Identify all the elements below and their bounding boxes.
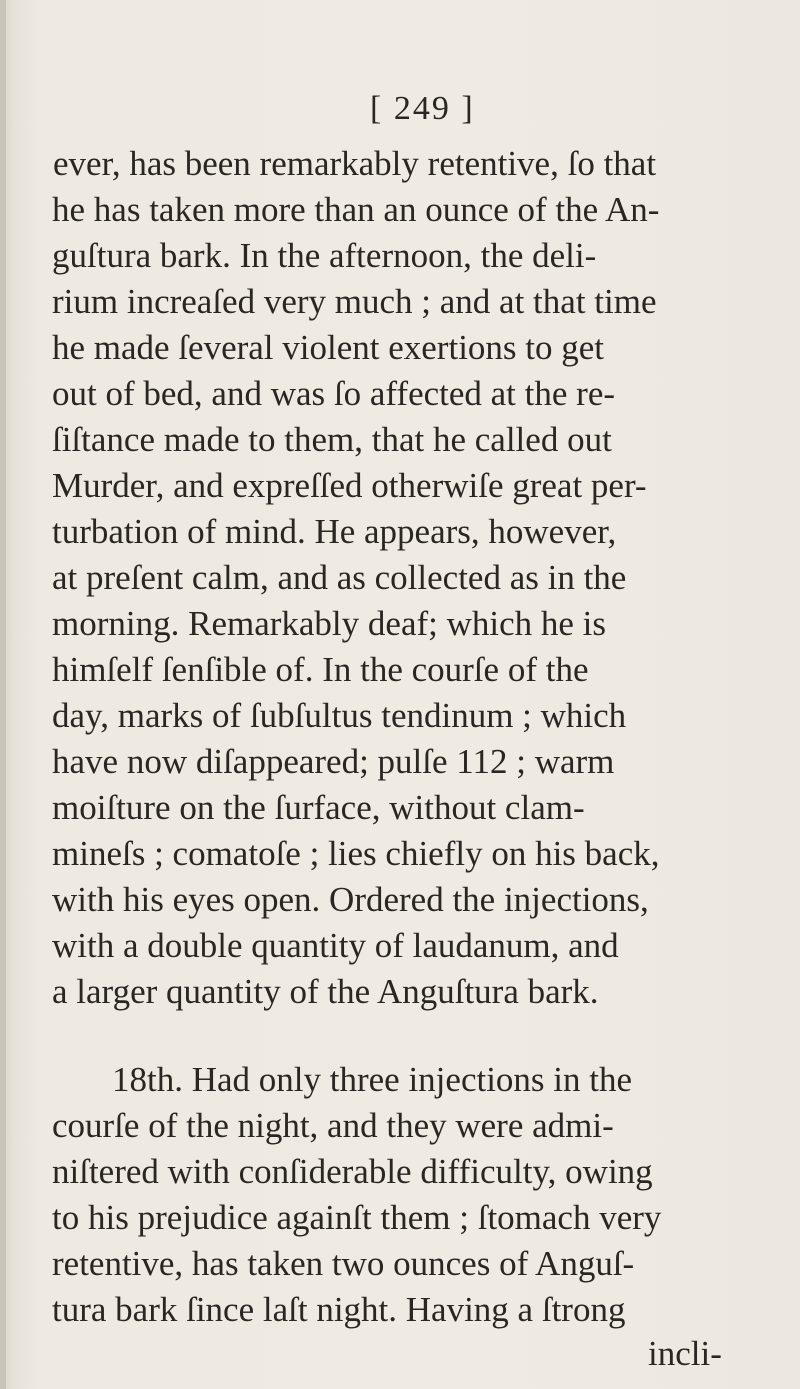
text-line: with his eyes open. Ordered the injections,: [52, 880, 649, 919]
text-line: ever, has been remarkably retentive, ſo that: [53, 144, 657, 183]
page-gutter-shadow: [0, 0, 6, 1389]
text-line: guſtura bark. In the afternoon, the deli-: [52, 236, 597, 275]
text-line: a larger quantity of the Anguſtura bark.: [52, 972, 599, 1011]
page-number: [ 249 ]: [370, 90, 475, 127]
text-line: Murder, and expreſſed otherwiſe great per-: [52, 466, 647, 505]
text-line: retentive, has taken two ounces of Anguſ-: [52, 1244, 635, 1283]
text-line: himſelf ſenſible of. In the courſe of the: [52, 650, 589, 689]
text-line: morning. Remarkably deaf; which he is: [52, 604, 607, 643]
text-line: courſe of the night, and they were admi-: [52, 1106, 614, 1145]
text-line: out of bed, and was ſo affected at the re-: [52, 374, 616, 413]
text-line: mineſs ; comatoſe ; lies chiefly on his back,: [52, 834, 660, 873]
text-line: with a double quantity of laudanum, and: [52, 926, 619, 965]
text-line: he made ſeveral violent exertions to get: [52, 328, 605, 367]
text-line: have now diſappeared; pulſe 112 ; warm: [52, 742, 615, 781]
text-line: day, marks of ſubſultus tendinum ; which: [52, 696, 627, 735]
text-line: niſtered with conſiderable difficulty, owing: [52, 1152, 653, 1191]
text-line: ſiſtance made to them, that he called out: [52, 420, 612, 459]
text-line: moiſture on the ſurface, without clam-: [52, 788, 585, 827]
text-line: turbation of mind. He appears, however,: [52, 512, 617, 551]
text-line: tura bark ſince laſt night. Having a ſtrong: [52, 1290, 626, 1329]
text-line: rium increaſed very much ; and at that time: [52, 282, 657, 321]
text-line: 18th. Had only three injections in the: [112, 1060, 633, 1099]
text-line: he has taken more than an ounce of the An-: [52, 190, 660, 229]
text-line: to his prejudice againſt them ; ſtomach very: [52, 1198, 662, 1237]
text-line: at preſent calm, and as collected as in the: [52, 558, 627, 597]
catchword: incli-: [648, 1334, 722, 1373]
